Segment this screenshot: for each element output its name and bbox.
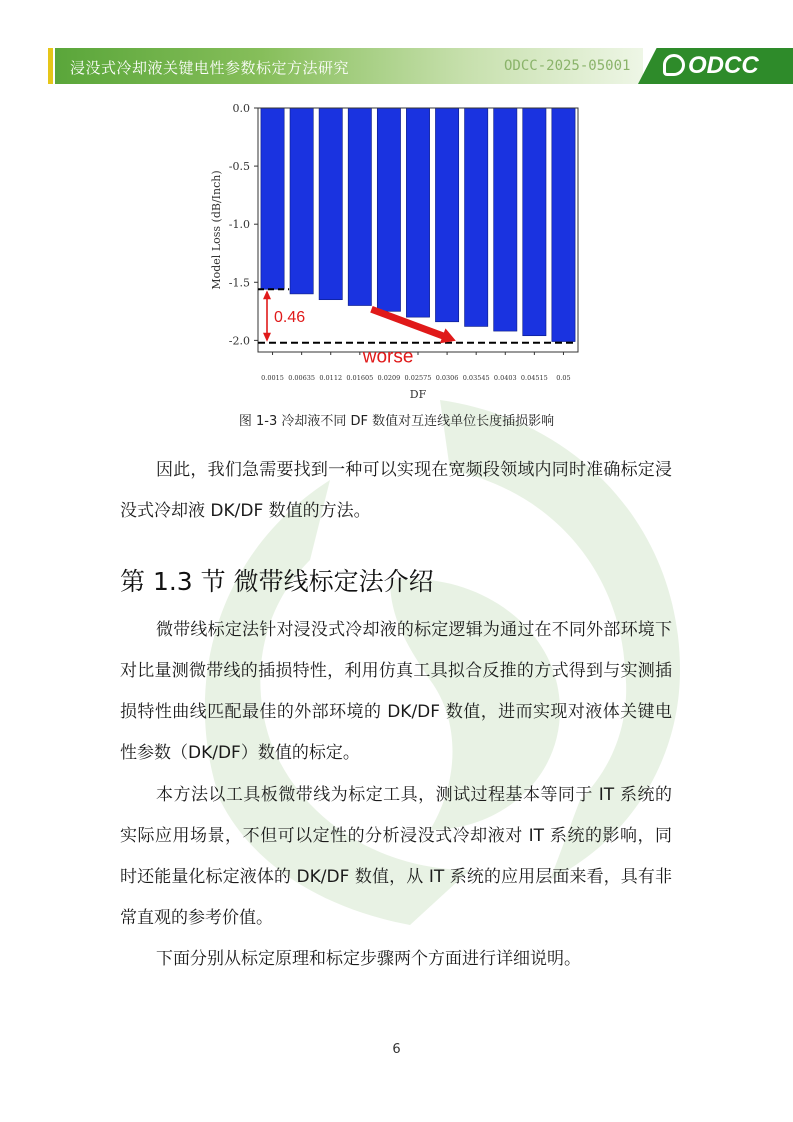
page-number: 6 [392,1042,401,1057]
section-heading: 第 1.3 节 微带线标定法介绍 [120,567,434,596]
bar-7 [465,108,488,326]
y-tick-label-2: -1.0 [228,218,250,232]
x-tick-label-10: 0.05 [556,374,571,382]
bar-3 [348,108,371,306]
bar-5 [406,108,429,317]
y-axis-title: Model Loss (dB/Inch) [210,170,223,290]
x-tick-label-5: 0.02575 [404,374,432,382]
x-tick-label-9: 0.04515 [520,374,548,382]
gap-arrow-head-top [263,290,271,299]
bar-2 [319,108,342,300]
x-tick-label-2: 0.0112 [319,374,343,382]
x-axis-title: DF [409,388,427,401]
gap-arrow-head-bottom [263,333,271,342]
y-tick-label-3: -1.5 [228,276,250,290]
y-tick-label-4: -2.0 [228,334,250,348]
y-tick-label-0: 0.0 [232,102,250,115]
gap-label: 0.46 [274,308,306,326]
df-loss-bar-chart [200,96,590,406]
chart-canvas [200,96,590,406]
paragraph-1: 因此，我们急需要找到一种可以实现在宽频段领域内同时准确标定浸没式冷却液 DK/DF 数值的方法。 [120,460,672,521]
x-tick-label-4: 0.0209 [377,374,401,382]
bar-1 [290,108,313,294]
bar-4 [377,108,400,311]
x-tick-label-7: 0.03545 [462,374,490,382]
y-tick-label-1: -0.5 [228,160,250,174]
leaf-icon [663,54,685,76]
header-accent-bar [48,48,53,84]
x-tick-label-8: 0.0403 [493,374,517,382]
x-tick-label-3: 0.01605 [346,374,374,382]
paragraph-2: 微带线标定法针对浸没式冷却液的标定逻辑为通过在不同外部环境下对比量测微带线的插损特性，利用仿真工具拟合反推的方式得到与实测插损特性曲线匹配最佳的外部环境的 DK/DF 数值，进而实现对液体关键电性参数（DK/DF）数值的标定。 [120,620,672,763]
x-tick-label-0: 0.0015 [261,374,284,382]
document-title: 浸没式冷却液关键电性参数标定方法研究 [70,59,350,77]
paragraph-3: 本方法以工具板微带线为标定工具，测试过程基本等同于 IT 系统的实际应用场景，不但可以定性的分析浸没式冷却液对 IT 系统的影响，同时还能量化标定液体的 DK/DF 数值，从 IT 系统的应用层面来看，具有非常直观的参考价值。 [120,785,672,928]
bar-8 [494,108,517,331]
page-header [48,48,793,84]
x-tick-label-6: 0.0306 [435,374,459,382]
paragraph-4: 下面分别从标定原理和标定步骤两个方面进行详细说明。 [156,949,581,969]
x-tick-label-1: 0.00635 [288,374,316,382]
document-code: ODCC-2025-05001 [504,58,631,74]
bar-6 [435,108,458,322]
bar-0 [261,108,284,289]
figure-caption: 图 1-3 冷却液不同 DF 数值对互连线单位长度插损影响 [238,414,555,429]
trend-label: worse [362,346,414,368]
bar-10 [552,108,575,342]
odcc-logo-text: ODCC [688,52,759,79]
bar-9 [523,108,546,336]
